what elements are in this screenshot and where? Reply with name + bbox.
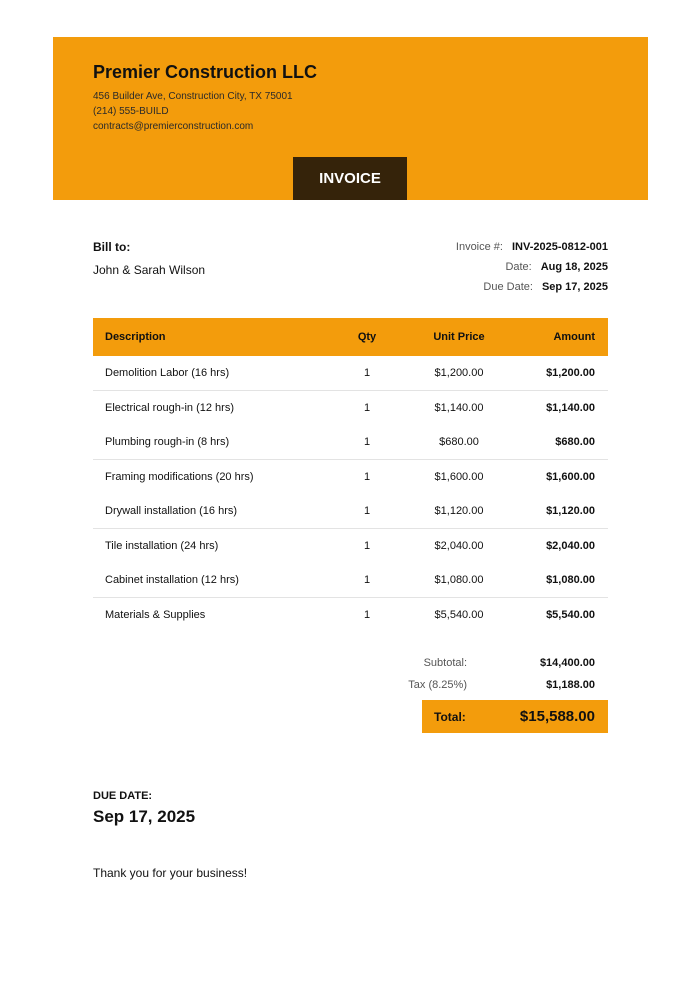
table-row: [93, 598, 608, 633]
row-description: Materials & Supplies: [105, 609, 206, 621]
bill-to-label: Bill to:: [93, 240, 131, 254]
company-email: contracts@premierconstruction.com: [93, 121, 254, 132]
table-row: [93, 494, 608, 529]
row-qty: 1: [363, 540, 371, 552]
due-date-large: Sep 17, 2025: [93, 807, 196, 826]
total-value: $15,588.00: [519, 708, 595, 725]
invoice-date-value: Aug 18, 2025: [540, 261, 608, 273]
column-header-amount: Amount: [503, 318, 608, 356]
invoice-date-row: [505, 261, 608, 273]
table-row: [93, 460, 608, 495]
due-date-heading: DUE DATE:: [93, 790, 153, 802]
row-unit-price: $1,200.00: [415, 356, 503, 391]
company-phone: (214) 555-BUILD: [93, 106, 169, 117]
row-description: Demolition Labor (16 hrs): [93, 356, 319, 391]
row-amount: $5,540.00: [546, 609, 595, 621]
row-unit-price: $5,540.00: [434, 609, 484, 621]
row-amount: $1,600.00: [546, 471, 595, 483]
row-unit-price: $2,040.00: [434, 540, 484, 552]
bill-to-name: John & Sarah Wilson: [93, 263, 206, 277]
total-box: [422, 700, 608, 733]
row-description: Tile installation (24 hrs): [105, 540, 219, 552]
row-unit-price: $1,600.00: [434, 471, 484, 483]
row-unit-price: $1,140.00: [434, 402, 484, 414]
line-items-table: [93, 318, 608, 632]
row-amount: $2,040.00: [546, 540, 595, 552]
subtotal-label: Subtotal:: [423, 657, 467, 669]
column-header-description: Description: [93, 318, 319, 356]
tax-label: Tax (8.25%): [408, 679, 467, 691]
row-qty: 1: [363, 471, 371, 483]
invoice-number-value: INV-2025-0812-001: [511, 241, 608, 253]
company-address: 456 Builder Ave, Construction City, TX 75001: [93, 91, 293, 102]
table-row: [93, 391, 608, 426]
row-qty: 1: [363, 609, 371, 621]
tax-value: $1,188.00: [546, 679, 595, 691]
subtotal-value: $14,400.00: [539, 657, 595, 669]
due-date-label: Due Date:: [483, 281, 533, 293]
invoice-number-label: Invoice #:: [455, 241, 503, 253]
row-description: Framing modifications (20 hrs): [105, 471, 254, 483]
invoice-number-row: [456, 241, 608, 253]
invoice-title-badge: INVOICE: [293, 157, 407, 200]
table-row: [93, 529, 608, 564]
invoice-header: [53, 37, 648, 200]
total-label: Total:: [434, 710, 466, 724]
due-date-row: [483, 281, 608, 293]
table-row: [93, 563, 608, 598]
row-unit-price: $1,120.00: [415, 494, 503, 529]
due-date-value: Sep 17, 2025: [541, 281, 608, 293]
table-row: [93, 356, 608, 391]
row-description: Drywall installation (16 hrs): [93, 494, 319, 529]
thank-you-note: Thank you for your business!: [93, 866, 248, 880]
table-row: [93, 425, 608, 460]
row-description: Plumbing rough-in (8 hrs): [93, 425, 319, 460]
column-header-qty: Qty: [319, 318, 415, 356]
row-amount: $1,080.00: [503, 563, 608, 598]
row-qty: 1: [319, 425, 415, 460]
invoice-date-label: Date:: [505, 261, 532, 273]
row-amount: $1,120.00: [503, 494, 608, 529]
company-name: Premier Construction LLC: [93, 62, 318, 82]
row-qty: 1: [363, 402, 371, 414]
row-unit-price: $680.00: [415, 425, 503, 460]
row-qty: 1: [319, 563, 415, 598]
row-qty: 1: [319, 494, 415, 529]
row-amount: $1,140.00: [546, 402, 595, 414]
row-amount: $1,200.00: [503, 356, 608, 391]
row-unit-price: $1,080.00: [415, 563, 503, 598]
row-qty: 1: [319, 356, 415, 391]
row-description: Cabinet installation (12 hrs): [93, 563, 319, 598]
table-header-row: [93, 318, 608, 356]
row-description: Electrical rough-in (12 hrs): [105, 402, 234, 414]
column-header-unit-price: Unit Price: [415, 318, 503, 356]
row-amount: $680.00: [503, 425, 608, 460]
